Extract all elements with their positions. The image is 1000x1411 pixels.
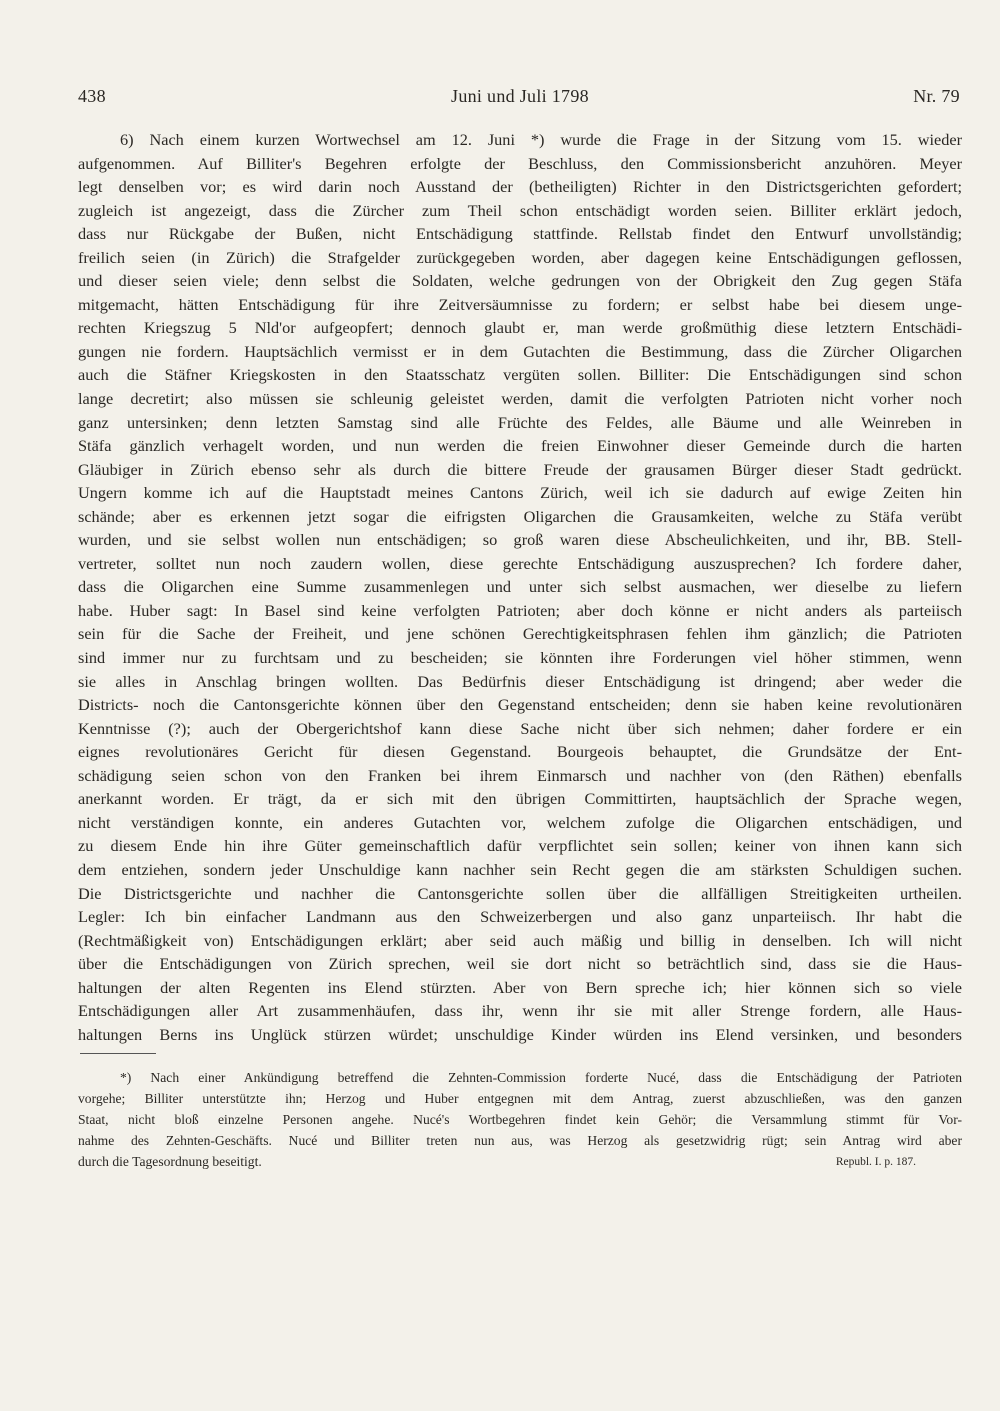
text-line: lange decretirt; also müssen sie schleunig geleistet werden, damit die verfolgten Patrioten nicht vorher noch [78,389,962,409]
text-line: eignes revolutionäres Gericht für diesen Gegenstand. Bourgeois behauptet, die Grundsätze der Ent- [78,742,962,762]
text-line: zugleich ist angezeigt, dass die Zürcher zum Theil schon entschädigt worden seien. Billiter erklärt jedoch, [78,200,962,220]
text-line: Ungern komme ich auf die Hauptstadt meines Cantons Zürich, weil ich sie dadurch auf ewige Zeiten hin [78,483,962,503]
footnote-divider [80,1053,156,1054]
footnote-line-text: durch die Tagesordnung beseitigt. [78,1153,262,1169]
text-line: wurden, und sie selbst wollen nun entschädigen; so groß waren diese Abscheulichkeiten, und ihr, BB. Stell- [78,530,962,550]
text-line: zu diesem Ende hin ihre Güter gemeinschaftlich dafür verpflichtet sein sollen; keiner von ihnen kann sich [78,836,962,856]
text-line: dass die Oligarchen eine Summe zusammenlegen und unter sich selbst ausmachen, wer dieselbe zu liefern [78,577,962,597]
text-line: haltungen Berns ins Unglück stürzen würdet; unschuldige Kinder würden ins Elend versinken, und besonders [78,1024,962,1044]
text-line: Districts- noch die Cantonsgerichte können über den Gegenstand entscheiden; denn sie haben keine revolutionären [78,695,962,715]
text-line: rechten Kriegszug 5 Nld'or aufgeopfert; dennoch glaubt er, man werde großmüthig diese letztern Entschädi- [78,318,962,338]
text-line: ganz untersinken; denn letzten Samstag sind alle Früchte des Feldes, alle Bäume und alle Weinreben in [78,412,962,432]
text-line: sein für die Sache der Freiheit, und jene schönen Gerechtigkeitsphrasen fehlen ihm gänzlich; die Patrioten [78,624,962,644]
text-line: 6) Nach einem kurzen Wortwechsel am 12. Juni *) wurde die Frage in der Sitzung vom 15. wieder [120,130,962,149]
text-line: und dieser seien viele; denn selbst die Soldaten, welche gedrungen von der Obrigkeit den Zug gegen Stäfa [78,271,962,291]
footnote-line [78,1131,962,1152]
text-line: sie alles in Anschlag bringen wollten. Das Bedürfnis dieser Entschädigung ist dringend; aber weder die [78,671,962,691]
text-line: habe. Huber sagt: In Basel sind keine verfolgten Patrioten; aber doch könne er nicht anders als parteiisch [78,600,962,620]
running-title: Juni und Juli 1798 [451,86,589,106]
text-line: anerkannt worden. Er trägt, da er sich mit den übrigen Committirten, hauptsächlich der Sprache wegen, [78,789,962,809]
text-line: nicht verständigen konnte, ein anderes Gutachten vor, welchem zufolge die Oligarchen entschädigen, und [78,812,962,832]
text-line: Die Districtsgerichte und nachher die Cantonsgerichte sollen über die allfälligen Streitigkeiten urtheilen. [78,883,962,903]
text-line: gungen nie fordern. Hauptsächlich vermisst er in dem Gutachten die Bestimmung, dass die Zürcher Oligarchen [78,341,962,361]
text-line: sind immer nur zu furchtsam und zu bescheiden; sie könnten ihre Forderungen viel höher stimmen, wenn [78,648,962,668]
page-header [78,86,962,116]
text-line: Stäfa gänzlich verhagelt worden, und nun werden die freien Einwohner dieser Gemeinde durch die harten [78,436,962,456]
text-line: Legler: Ich bin einfacher Landmann aus den Schweizerbergen und also ganz unparteiisch. Ihr habt die [78,907,962,927]
text-line: haltungen der alten Regenten ins Elend stürzten. Aber von Bern spreche ich; hier können sich so viele [78,977,962,997]
footnote-line [78,1089,962,1110]
text-line: aufgenommen. Auf Billiter's Begehren erfolgte der Beschluss, den Commissionsbericht anzuhören. Meyer [78,153,962,173]
footnote-line [78,1152,962,1173]
text-line: dass nur Rückgabe der Bußen, nicht Entschädigung stattfinde. Rellstab findet den Entwurf unvollständig; [78,224,962,244]
footnote-line [78,1110,962,1131]
footnote-line-text: vorgehe; Billiter unterstützte ihn; Herzog und Huber entgegnen mit dem Antrag, zuerst abzuschließen, was den ganzen [78,1090,962,1106]
main-text [78,128,962,1046]
page-number: 438 [78,86,106,106]
footnote-line-text: nahme des Zehnten-Geschäfts. Nucé und Billiter treten nun aus, was Herzog als gesetzwidrig rügt; sein Antrag wird aber [78,1132,962,1148]
text-line: schädigung seien schon von den Franken bei ihrem Einmarsch und nachher von (den Räthen) ebenfalls [78,765,962,785]
text-line: über die Entschädigungen von Zürich sprechen, weil sie dort nicht so beträchtlich sind, dass sie die Haus- [78,954,962,974]
section-number: Nr. 79 [913,86,960,106]
text-line: Kenntnisse (?); auch der Obergerichtshof kann diese Sache nicht über sich nehmen; daher fordere er ein [78,718,962,738]
text-line: schände; aber es erkennen jetzt sogar die eifrigsten Oligarchen die Grausamkeiten, welche zu Stäfa verübt [78,506,962,526]
footnote-line-text: *) Nach einer Ankündigung betreffend die Zehnten-Commission forderte Nucé, dass die Entschädigung der Patrioten [120,1070,962,1085]
text-line: mitgemacht, hätten Entschädigung für ihre Zeitversäumnisse zu fordern; er selbst habe bei diesem unge- [78,294,962,314]
text-line: auch die Stäfner Kriegskosten in den Staatsschatz vergüten sollen. Billiter: Die Entschädigungen sind schon [78,365,962,385]
text-line: vertreter, solltet nun noch zaudern wollen, diese gerechte Entschädigung auszusprechen? Ich fordere daher, [78,553,962,573]
text-line: Entschädigungen aller Art zusammenhäufen, dass ihr, wenn ihr sie mit aller Strenge fordern, alle Haus- [78,1001,962,1021]
text-line: (Rechtmäßigkeit von) Entschädigungen erklärt; aber seid auch mäßig und billig in denselben. Ich will nicht [78,930,962,950]
text-line: freilich seien (in Zürich) die Strafgelder zurückgegeben worden, aber dagegen keine Entschädigungen geflossen, [78,247,962,267]
footnote-reference: Republ. I. p. 187. [835,1155,916,1168]
footnote-line-text: Staat, nicht bloß einzelne Personen angehe. Nucé's Wortbegehren findet kein Gehör; die Versammlung stimmt für Vor- [78,1111,962,1127]
footnote [78,1068,962,1172]
text-line: legt denselben vor; es wird darin noch Ausstand der (betheiligten) Richter in den Districtsgerichten gefordert; [78,177,962,197]
text-line: Gläubiger in Zürich ebenso sehr als durch die bittere Freude der grausamen Bürger dieser Stadt gedrückt. [78,459,962,479]
text-line: dem entziehen, sondern jeder Unschuldige kann nachher sein Recht gegen die am stärksten Schuldigen suchen. [78,859,962,879]
footnote-line [78,1068,962,1089]
